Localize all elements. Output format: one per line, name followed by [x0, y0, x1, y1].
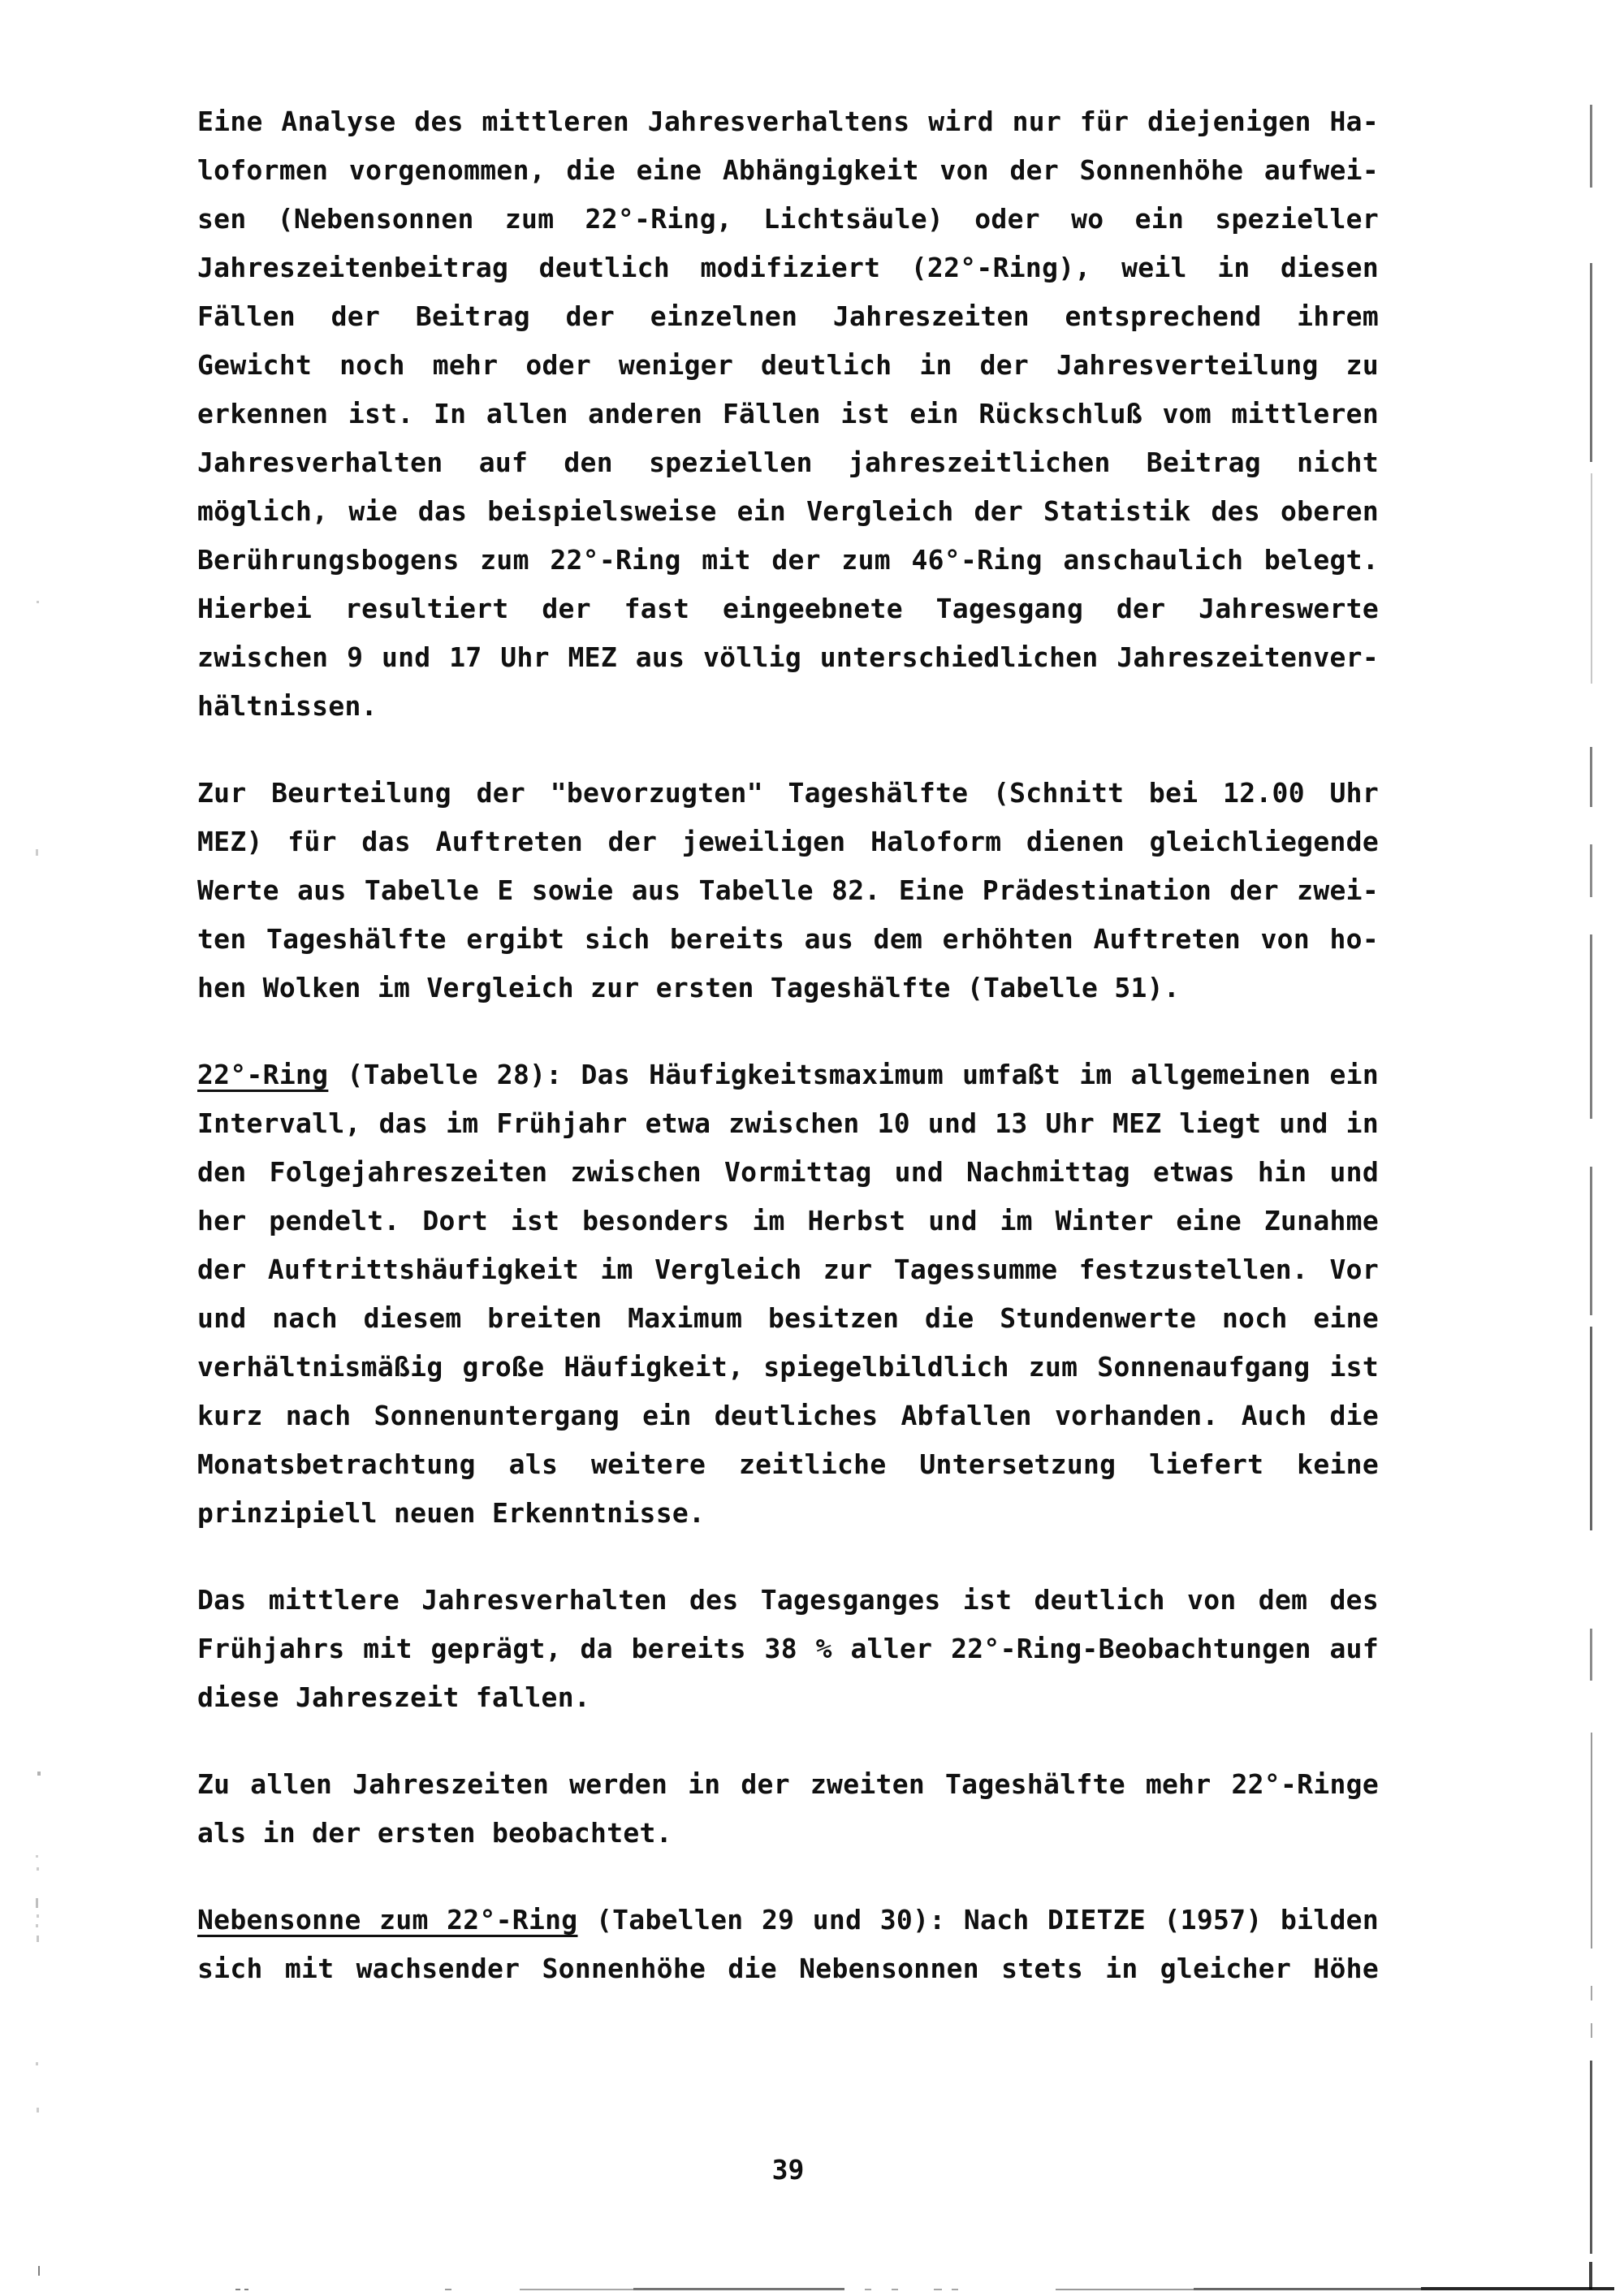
scan-artifact [37, 1772, 41, 1776]
text-line: Jahresverhalten auf den speziellen jahreszeitlichen Beitrag nicht [197, 447, 1379, 478]
scan-artifact [1590, 747, 1592, 807]
text-line: MEZ) für das Auftreten der jeweiligen Haloform dienen gleichliegende [197, 826, 1379, 857]
text-line [197, 1896, 1379, 1944]
text-line: erkennen ist. In allen anderen Fällen ist ein Rückschluß vom mittleren [197, 398, 1379, 429]
scan-artifact [1590, 1629, 1592, 1681]
text-line: her pendelt. Dort ist besonders im Herbst und im Winter eine Zunahme [197, 1205, 1379, 1236]
scan-artifact [37, 1867, 39, 1871]
scan-artifact [865, 2289, 871, 2290]
scan-artifact [1590, 263, 1592, 462]
text-line: möglich, wie das beispielsweise ein Vergleich der Statistik des oberen [197, 495, 1379, 527]
text-line: Frühjahrs mit geprägt, da bereits 38 % aller 22°-Ring-Beobachtungen auf [197, 1633, 1379, 1664]
paragraph [197, 97, 1379, 731]
scan-artifact [1056, 2289, 1194, 2290]
scan-artifact [1591, 1986, 1592, 2000]
text-line: diese Jahreszeit fallen. [197, 1681, 591, 1713]
text-line: loformen vorgenommen, die eine Abhängigkeit von der Sonnenhöhe aufwei- [197, 154, 1379, 186]
scan-artifact [520, 2289, 633, 2290]
paragraph-22-ring [197, 1051, 1379, 1538]
scan-artifact [633, 2288, 844, 2290]
text-line: verhältnismäßig große Häufigkeit, spiegelbildlich zum Sonnenaufgang ist [197, 1351, 1379, 1383]
text-line: zwischen 9 und 17 Uhr MEZ aus völlig unterschiedlichen Jahreszeitenver- [197, 641, 1379, 673]
text-line: kurz nach Sonnenuntergang ein deutliches Abfallen vorhanden. Auch die [197, 1400, 1379, 1431]
text-line: prinzipiell neuen Erkenntnisse. [197, 1497, 706, 1529]
scan-artifact [1591, 2023, 1592, 2038]
text-line: Eine Analyse des mittleren Jahresverhaltens wird nur für diejenigen Ha- [197, 106, 1379, 137]
text-line: Fällen der Beitrag der einzelnen Jahreszeiten entsprechend ihrem [197, 300, 1379, 332]
scan-artifact [1590, 934, 1592, 1119]
text-line: sich mit wachsender Sonnenhöhe die Nebensonnen stets in gleicher Höhe [197, 1953, 1379, 1984]
scan-artifact [1590, 844, 1592, 897]
text-line: Monatsbetrachtung als weitere zeitliche Untersetzung liefert keine [197, 1448, 1379, 1480]
text-line: als in der ersten beobachtet. [197, 1817, 672, 1849]
scan-artifact [244, 2289, 248, 2290]
text-line: ten Tageshälfte ergibt sich bereits aus dem erhöhten Auftreten von ho- [197, 923, 1379, 955]
text-line: Gewicht noch mehr oder weniger deutlich in der Jahresverteilung zu [197, 349, 1379, 381]
text-line: Intervall, das im Frühjahr etwa zwischen 10 und 13 Uhr MEZ liegt und in [197, 1107, 1379, 1139]
text-line: Jahreszeitenbeitrag deutlich modifiziert (22°-Ring), weil in diesen [197, 252, 1379, 283]
text-segment: (Tabellen 29 und 30): Nach DIETZE (1957) bilden [577, 1904, 1379, 1936]
scan-artifact [36, 849, 38, 856]
scan-artifact [36, 1898, 38, 1908]
text-line: sen (Nebensonnen zum 22°-Ring, Lichtsäule) oder wo ein spezieller [197, 203, 1379, 235]
scan-artifact [37, 2108, 39, 2113]
text-line: der Auftrittshäufigkeit im Vergleich zur Tagessumme festzustellen. Vor [197, 1254, 1379, 1285]
text-line: hältnissen. [197, 690, 378, 722]
scan-artifact [36, 2062, 38, 2065]
body-text [197, 97, 1379, 1993]
scan-artifact [1590, 2061, 1592, 2254]
text-line: Werte aus Tabelle E sowie aus Tabelle 82. Eine Prädestination der zwei- [197, 874, 1379, 906]
text-line: Das mittlere Jahresverhalten des Tagesganges ist deutlich von dem des [197, 1584, 1379, 1616]
paragraph [197, 1760, 1379, 1858]
paragraph-nebensonne [197, 1896, 1379, 1993]
text-line: Berührungsbogens zum 22°-Ring mit der zum 46°-Ring anschaulich belegt. [197, 544, 1379, 576]
scan-artifact [952, 2289, 958, 2290]
scan-artifact [1589, 2262, 1592, 2290]
scan-artifact [1591, 1733, 1592, 1949]
scan-artifact [1421, 2287, 1614, 2290]
text-line: Zu allen Jahreszeiten werden in der zweiten Tageshälfte mehr 22°-Ringe [197, 1768, 1379, 1800]
scan-artifact [1591, 473, 1592, 684]
scan-artifact [1590, 105, 1592, 188]
section-heading-nebensonne: Nebensonne zum 22°-Ring [197, 1904, 578, 1936]
text-line: Hierbei resultiert der fast eingeebnete Tagesgang der Jahreswerte [197, 593, 1379, 624]
scan-artifact [934, 2289, 942, 2290]
scan-artifact [36, 1855, 38, 1858]
scan-artifact [1590, 1167, 1592, 1315]
text-line: und nach diesem breiten Maximum besitzen die Stundenwerte noch eine [197, 1302, 1379, 1334]
paragraph [197, 1576, 1379, 1722]
text-line: den Folgejahreszeiten zwischen Vormittag und Nachmittag etwas hin und [197, 1156, 1379, 1188]
paragraph [197, 769, 1379, 1012]
scan-artifact [37, 601, 39, 603]
scan-artifact [37, 1914, 39, 1918]
scan-artifact [37, 1936, 39, 1942]
text-line: hen Wolken im Vergleich zur ersten Tageshälfte (Tabelle 51). [197, 972, 1181, 1003]
scan-artifact [235, 2289, 240, 2290]
text-segment: (Tabelle 28): Das Häufigkeitsmaximum umfaßt im allgemeinen ein [328, 1059, 1379, 1090]
scan-artifact [36, 1924, 38, 1927]
scan-artifact [1590, 1327, 1592, 1530]
page-number: 39 [771, 2154, 805, 2186]
scan-artifact [445, 2289, 451, 2290]
scan-artifact [892, 2289, 898, 2290]
text-line [197, 1051, 1379, 1099]
section-heading-22-ring: 22°-Ring [197, 1059, 329, 1090]
scan-artifact [38, 2266, 40, 2276]
text-line: Zur Beurteilung der "bevorzugten" Tageshälfte (Schnitt bei 12.00 Uhr [197, 777, 1379, 809]
scan-artifact [1194, 2288, 1421, 2290]
